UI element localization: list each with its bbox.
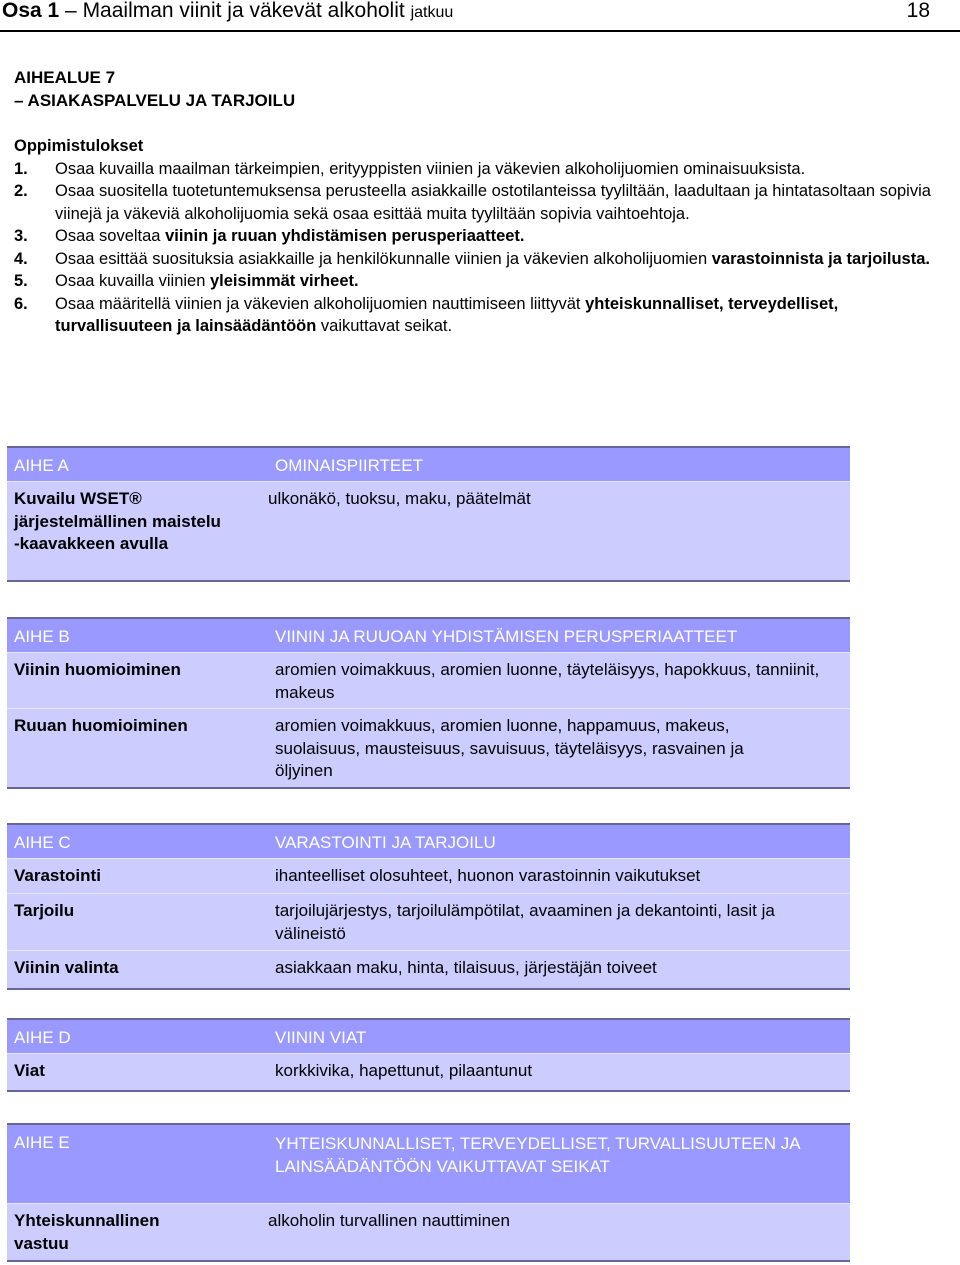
- learning-outcomes-heading: Oppimistulokset: [14, 137, 144, 155]
- table-topic-heading: AIHE E: [14, 1133, 70, 1152]
- learning-outcome-item: [14, 248, 960, 271]
- table-row: [7, 708, 850, 789]
- row-content: ihanteelliset olosuhteet, huonon varastoinnin vaikutukset: [275, 866, 701, 885]
- outcome-text: Osaa esittää suosituksia asiakkaille ja henkilökunnalle viinien ja väkevien alkoholijuomien: [55, 249, 712, 268]
- row-content: ulkonäkö, tuoksu, maku, päätelmät: [268, 489, 531, 508]
- table-topic-heading: AIHE B: [14, 627, 70, 646]
- row-label: Ruuan huomioiminen: [14, 716, 188, 735]
- outcome-text: Osaa kuvailla maailman tärkeimpien, erityyppisten viinien ja väkevien alkoholijuomien ominaisuuksista.: [55, 159, 806, 178]
- page-number: 18: [906, 0, 930, 22]
- list-number: 6.: [14, 294, 28, 313]
- section-heading-line2: – ASIAKASPALVELU JA TARJOILU: [14, 91, 296, 110]
- list-number: 3.: [14, 227, 28, 245]
- emphasized-text: viinin ja ruuan yhdistämisen perusperiaatteet.: [165, 227, 525, 245]
- title-continued: jatkuu: [410, 4, 454, 21]
- table-subject-heading: VIININ VIAT: [275, 1028, 367, 1047]
- table-row: [7, 950, 850, 990]
- title-rest: – Maailman viinit ja väkevät alkoholit: [59, 0, 411, 22]
- page-header: [0, 0, 960, 32]
- topic-table-e: [7, 1123, 850, 1262]
- table-header-row: [7, 446, 850, 481]
- table-subject-heading: VIININ JA RUUOAN YHDISTÄMISEN PERUSPERIAATTEET: [275, 627, 738, 646]
- learning-outcome-item: [14, 225, 960, 248]
- list-number: 2.: [14, 182, 28, 200]
- section-heading-line1: AIHEALUE 7: [14, 68, 116, 87]
- topic-table-d: [7, 1018, 850, 1092]
- table-topic-heading: AIHE A: [14, 456, 69, 475]
- outcome-text: Osaa kuvailla viinien: [55, 272, 210, 290]
- outcome-text: Osaa soveltaa: [55, 227, 166, 245]
- emphasized-text: yhteiskunnalliset, terveydelliset, turvallisuuteen ja lainsäädäntöön: [55, 294, 839, 335]
- list-number: 4.: [14, 249, 28, 268]
- row-content: aromien voimakkuus, aromien luonne, täyteläisyys, hapokkuus, tanniinit, makeus: [275, 660, 820, 702]
- list-number: 5.: [14, 272, 28, 290]
- table-row: [7, 1203, 850, 1262]
- table-header-row: [7, 617, 850, 652]
- outcome-text: Osaa määritellä viinien ja väkevien alkoholijuomien nauttimiseen liittyvät: [55, 294, 586, 313]
- learning-outcomes-list: [14, 158, 960, 338]
- topic-table-b: [7, 617, 850, 789]
- outcome-text: vaikuttavat seikat.: [316, 317, 453, 335]
- section-heading: [14, 66, 295, 112]
- table-row: [7, 481, 850, 582]
- table-subject-heading: VARASTOINTI JA TARJOILU: [275, 833, 496, 852]
- row-label: Varastointi: [14, 866, 101, 885]
- learning-outcome-item: [14, 270, 960, 293]
- list-number: 1.: [14, 159, 28, 178]
- outcome-text: Osaa suositella tuotetuntemuksensa perusteella asiakkaille ostotilanteissa tyyliltään, laadultaan ja hintatasoltaan sopivia viinejä ja väkeviä alkoholijuomia sekä osaa esittää muita tyyliltään sopivia vaihtoehtoja.: [55, 182, 931, 223]
- table-header-row: [7, 823, 850, 858]
- table-topic-heading: AIHE D: [14, 1028, 71, 1047]
- row-content: korkkivika, hapettunut, pilaantunut: [275, 1061, 533, 1080]
- table-subject-heading: YHTEISKUNNALLISET, TERVEYDELLISET, TURVALLISUUTEEN JA LAINSÄÄDÄNTÖÖN VAIKUTTAVAT SEIKAT: [275, 1134, 800, 1176]
- learning-outcomes: [14, 135, 960, 338]
- row-content: alkoholin turvallinen nauttiminen: [268, 1211, 510, 1230]
- learning-outcome-item: [14, 293, 960, 338]
- topic-table-c: [7, 823, 850, 990]
- table-row: [7, 652, 850, 708]
- title-part: Osa 1: [2, 0, 60, 22]
- learning-outcome-item: [14, 158, 960, 181]
- table-row: [7, 1053, 850, 1092]
- row-label: Yhteiskunnallinen vastuu: [14, 1211, 160, 1253]
- table-subject-heading: OMINAISPIIRTEET: [275, 456, 423, 475]
- table-header-row: [7, 1018, 850, 1053]
- document-title: [2, 0, 453, 23]
- row-label: Viinin valinta: [14, 958, 119, 977]
- row-content: asiakkaan maku, hinta, tilaisuus, järjestäjän toiveet: [275, 958, 657, 977]
- topic-table-a: [7, 446, 850, 582]
- row-label: Viinin huomioiminen: [14, 660, 181, 679]
- row-content: aromien voimakkuus, aromien luonne, happamuus, makeus, suolaisuus, mausteisuus, savuisuus, täyteläisyys, rasvainen ja öljyinen: [275, 716, 744, 780]
- emphasized-text: varastoinnista ja tarjoilusta.: [711, 249, 930, 268]
- table-topic-heading: AIHE C: [14, 833, 71, 852]
- table-header-row: [7, 1123, 850, 1203]
- table-row: [7, 893, 850, 950]
- row-label: Kuvailu WSET® järjestelmällinen maistelu -kaavakkeen avulla: [14, 489, 221, 553]
- row-label: Tarjoilu: [14, 901, 75, 920]
- row-label: Viat: [14, 1061, 45, 1080]
- table-row: [7, 858, 850, 893]
- emphasized-text: yleisimmät virheet.: [210, 272, 359, 290]
- row-content: tarjoilujärjestys, tarjoilulämpötilat, avaaminen ja dekantointi, lasit ja välineistö: [275, 901, 775, 943]
- learning-outcome-item: [14, 180, 960, 225]
